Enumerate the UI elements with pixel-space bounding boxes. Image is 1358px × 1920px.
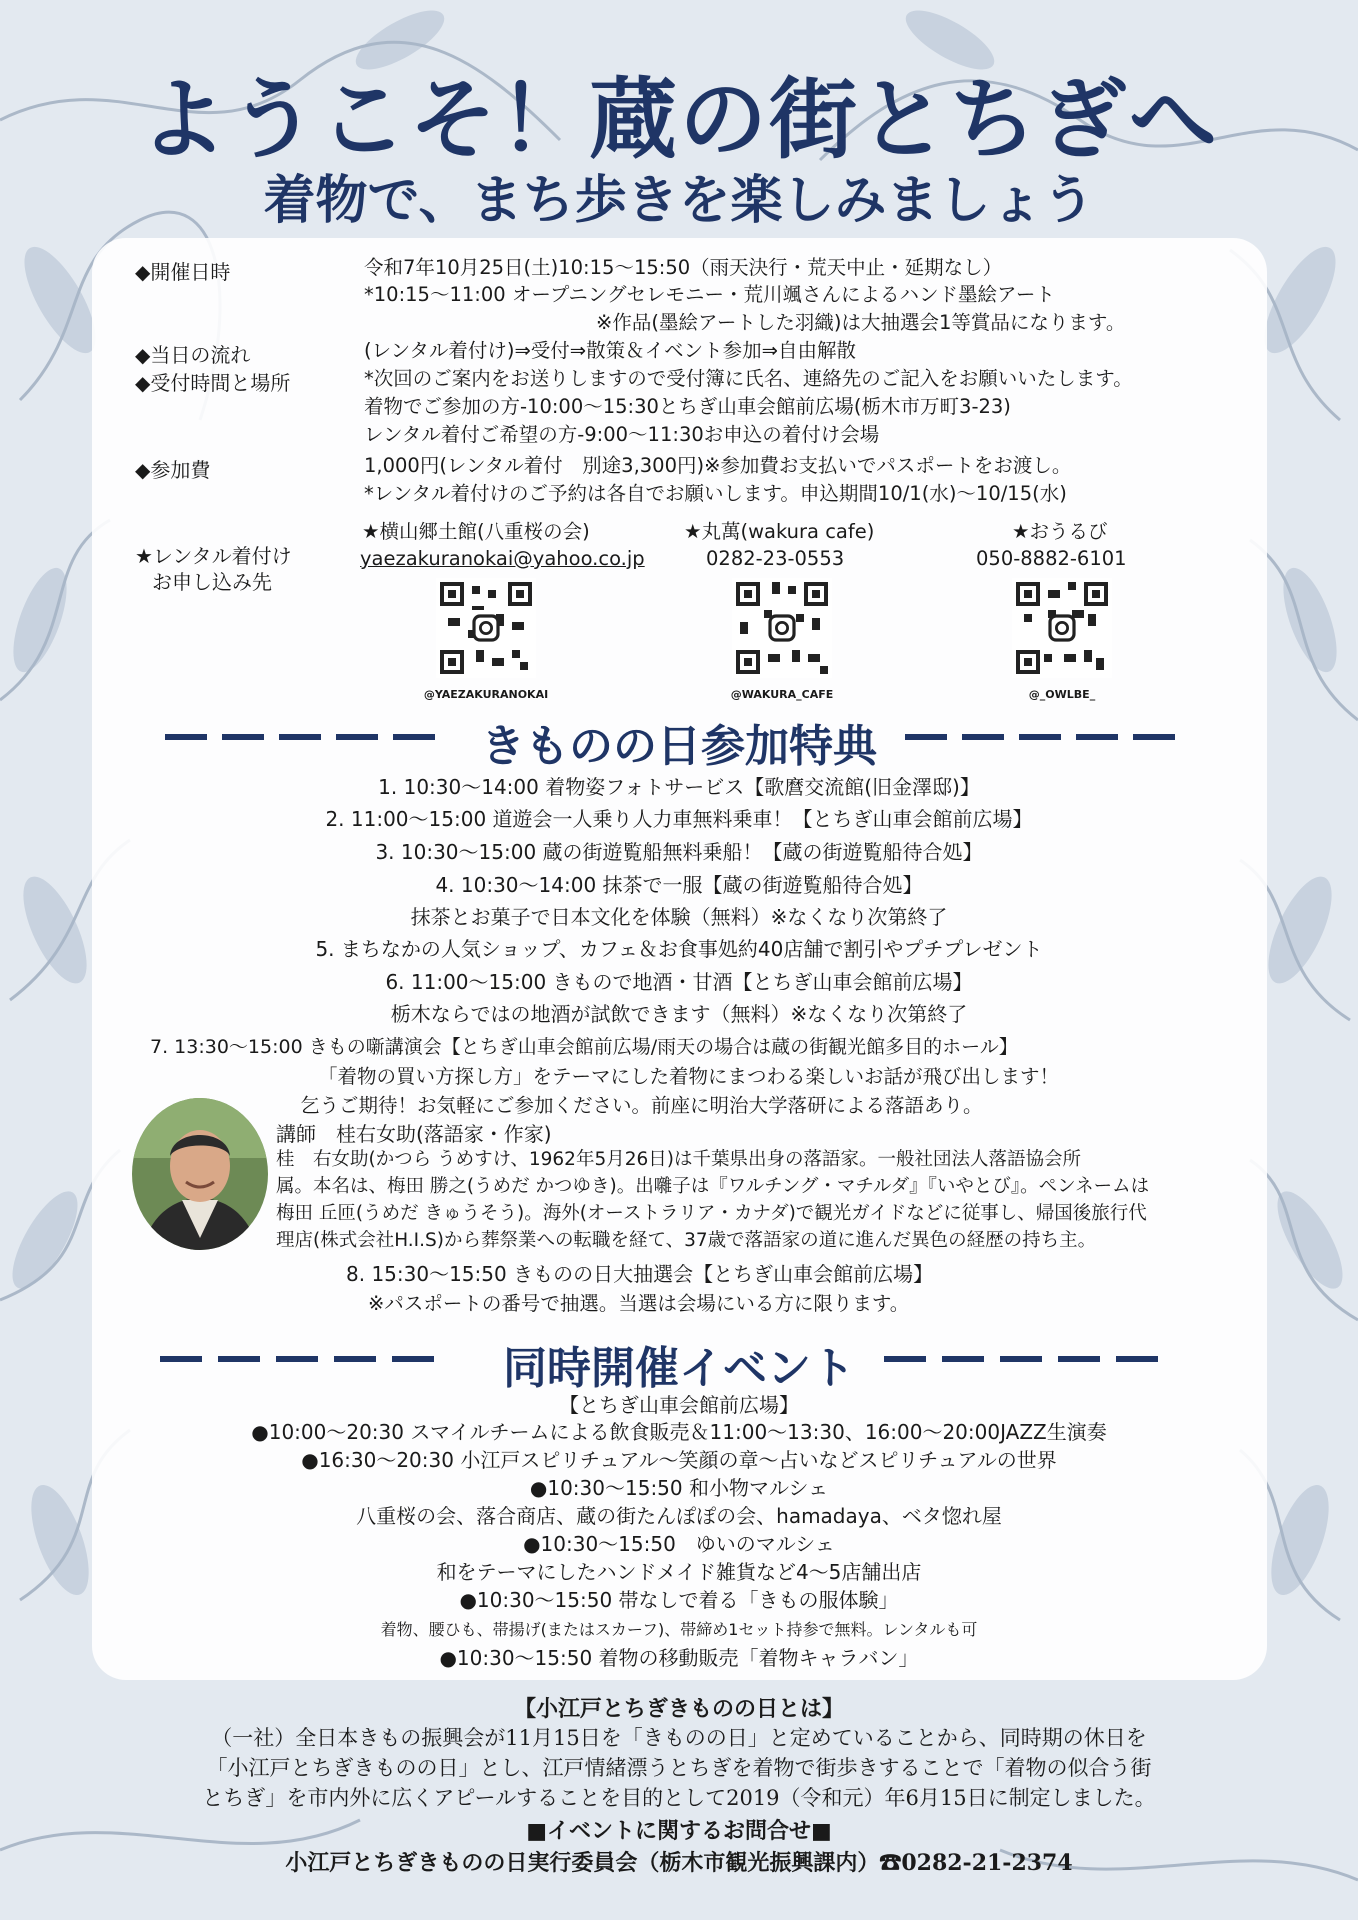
heading-dash	[1076, 734, 1118, 740]
event-line-6: 和をテーマにしたハンドメイド雑貨など4〜5店舗出店	[436, 1560, 922, 1584]
contact-1-email-link[interactable]: yaezakuranokai@yahoo.co.jp	[360, 547, 645, 570]
event-line-3: ●10:30〜15:50 和小物マルシェ	[529, 1476, 829, 1500]
date-line1: 令和7年10月25日(土)10:15〜15:50（雨天決行・荒天中止・延期なし）	[364, 256, 1003, 279]
qr-code-owlbe[interactable]	[1012, 578, 1112, 678]
event-line-7: ●10:30〜15:50 帯なしで着る「きもの服体験」	[459, 1588, 899, 1612]
fee-label: ◆参加費	[135, 458, 211, 482]
event-line-9: ●10:30〜15:50 着物の移動販売「着物キャラバン」	[439, 1646, 919, 1670]
rental-label-2: お申し込み先	[152, 570, 272, 594]
lecturer-bio-2: 属。本名は、梅田 勝之(うめだ かつゆき)。出囃子は『ワルチング・マチルダ』『いやとび』。ペンネームは	[276, 1176, 1150, 1197]
benefit-item-4: 4. 10:30〜14:00 抹茶で一服【蔵の街遊覧船待合処】	[435, 873, 923, 897]
benefit-item-6-note: 栃木ならではの地酒が試飲できます（無料）※なくなり次第終了	[390, 1002, 968, 1026]
reception-line1: *次回のご案内をお送りしますので受付簿に氏名、連絡先のご記入をお願いいたします。	[364, 367, 1133, 390]
heading-dash	[1019, 734, 1061, 740]
qr-code-wakura-cafe[interactable]	[732, 578, 832, 678]
benefit-item-6: 6. 11:00〜15:00 きもので地酒・甘酒【とちぎ山車会館前広場】	[385, 970, 973, 994]
contact-3-handle: @_OWLBE_	[1028, 688, 1096, 701]
event-line-2: ●16:30〜20:30 小江戸スピリチュアル〜笑顔の章〜占いなどスピリチュアルの世界	[301, 1448, 1057, 1472]
lecturer-bio-4: 理店(株式会社H.I.S)から葬祭業への転職を経て、37歳で落語家の道に進んだ異色の経歴の持ち主。	[276, 1230, 1097, 1251]
benefit-item-7-desc1: 「着物の買い方探し方」をテーマにした着物にまつわる楽しいお話が飛び出します！	[318, 1065, 1060, 1088]
heading-dash	[1000, 1356, 1042, 1362]
reception-label: ◆受付時間と場所	[135, 371, 291, 395]
benefit-item-4-note: 抹茶とお菓子で日本文化を体験（無料）※なくなり次第終了	[410, 905, 948, 929]
contact-1-handle: @YAEZAKURANOKAI	[423, 688, 549, 701]
qr-code-yaezakuranokai[interactable]	[436, 578, 536, 678]
heading-dash	[1058, 1356, 1100, 1362]
contact-2-name: ★丸萬(wakura cafe)	[684, 520, 875, 543]
rental-label-1: ★レンタル着付け	[135, 544, 292, 568]
lecturer-bio-3: 梅田 丘匝(うめだ きゅうそう)。海外(オーストラリア・カナダ)で観光ガイドなどに従事し、帰国後旅行代	[276, 1203, 1147, 1224]
benefit-item-2: 2. 11:00〜15:00 道遊会一人乗り人力車無料乗車！【とちぎ山車会館前広場】	[325, 807, 1033, 831]
contact-3-name: ★おうるび	[1012, 520, 1108, 543]
benefit-item-8-note: ※パスポートの番号で抽選。当選は会場にいる方に限ります。	[368, 1292, 910, 1315]
flow-label: ◆当日の流れ	[135, 343, 251, 367]
event-line-8: 着物、腰ひも、帯揚げ(またはスカーフ)、帯締め1セット持参で無料。レンタルも可	[380, 1620, 978, 1639]
event-line-5: ●10:30〜15:50 ゆいのマルシェ	[523, 1532, 835, 1556]
fee-line1: 1,000円(レンタル着付 別途3,300円)※参加費お支払いでパスポートをお渡し。	[364, 454, 1072, 477]
fee-line2: *レンタル着付けのご予約は各自でお願いします。申込期間10/1(水)〜10/15(水)	[364, 482, 1067, 505]
heading-dash	[884, 1356, 926, 1362]
about-line-2: 「小江戸とちぎきものの日」とし、江戸情緒漂うとちぎを着物で街歩きすることで「着物の似合う街	[206, 1756, 1152, 1780]
reception-line2: 着物でご参加の方-10:00〜15:30とちぎ山車会館前広場(栃木市万町3-23)	[364, 395, 1011, 418]
flow-text: (レンタル着付け)⇒受付⇒散策＆イベント参加⇒自由解散	[364, 339, 856, 362]
about-line-1: （一社）全日本きもの振興会が11月15日を「きものの日」と定めていることから、同時期の休日を	[211, 1726, 1147, 1750]
lecturer-name: 講師 桂右女助(落語家・作家)	[276, 1122, 552, 1146]
contact-heading: ■イベントに関するお問合せ■	[526, 1818, 832, 1844]
contact-1-name: ★横山郷土館(八重桜の会)	[362, 520, 590, 543]
about-heading: 【小江戸とちぎきものの日とは】	[513, 1696, 844, 1722]
contact-2-phone: 0282-23-0553	[706, 547, 845, 570]
benefit-item-7-desc2: 乞うご期待！お気軽にご参加ください。前座に明治大学落研による落語あり。	[300, 1094, 983, 1117]
heading-dash	[905, 734, 947, 740]
reception-line3: レンタル着付ご希望の方-9:00〜11:30お申込の着付け会場	[364, 423, 880, 446]
event-line-4: 八重桜の会、落合商店、蔵の街たんぽぽの会、hamadaya、ベタ惚れ屋	[356, 1504, 1002, 1528]
event-venue: 【とちぎ山車会館前広場】	[559, 1393, 799, 1417]
contact-3-phone: 050-8882-6101	[976, 547, 1127, 570]
lecturer-bio-1: 桂 右女助(かつら うめすけ、1962年5月26日)は千葉県出身の落語家。一般社団法人落語協会所	[276, 1149, 1081, 1170]
benefit-item-1: 1. 10:30〜14:00 着物姿フォトサービス【歌麿交流館(旧金澤邸)】	[378, 775, 980, 799]
benefit-item-5: 5. まちなかの人気ショップ、カフェ＆お食事処約40店舗で割引やプチプレゼント	[315, 937, 1043, 961]
heading-dash	[1133, 734, 1175, 740]
page-subtitle: 着物で、まち歩きを楽しみましょう	[263, 171, 1095, 231]
page-title: ようこそ！蔵の街とちぎへ	[138, 68, 1219, 171]
event-line-1: ●10:00〜20:30 スマイルチームによる飲食販売＆11:00〜13:30、16:00〜20:00JAZZ生演奏	[251, 1420, 1107, 1444]
benefits-heading: きものの日参加特典	[481, 721, 877, 772]
benefit-item-8: 8. 15:30〜15:50 きものの日大抽選会【とちぎ山車会館前広場】	[346, 1262, 934, 1286]
date-line2: *10:15〜11:00 オープニングセレモニー・荒川颯さんによるハンド墨絵アート	[364, 283, 1055, 306]
heading-dash	[1116, 1356, 1158, 1362]
heading-dash	[942, 1356, 984, 1362]
lecturer-photo	[132, 1098, 268, 1250]
date-label: ◆開催日時	[135, 260, 231, 284]
about-line-3: とちぎ」を市内外に広くアピールすることを目的として2019（令和元）年6月15日に制定しました。	[202, 1786, 1156, 1810]
contact-2-handle: @WAKURA_CAFE	[730, 688, 834, 701]
date-line3: ※作品(墨絵アートした羽織)は大抽選会1等賞品になります。	[596, 311, 1126, 334]
benefit-item-3: 3. 10:30〜15:00 蔵の街遊覧船無料乗船！【蔵の街遊覧船待合処】	[375, 840, 983, 864]
heading-dash	[962, 734, 1004, 740]
events-heading: 同時開催イベント	[503, 1343, 855, 1394]
benefit-item-7: 7. 13:30〜15:00 きもの噺講演会【とちぎ山車会館前広場/雨天の場合は蔵の街観光館多目的ホール】	[150, 1036, 1018, 1058]
contact-line: 小江戸とちぎきものの日実行委員会（栃木市観光振興課内）☎0282-21-2374	[285, 1850, 1073, 1876]
